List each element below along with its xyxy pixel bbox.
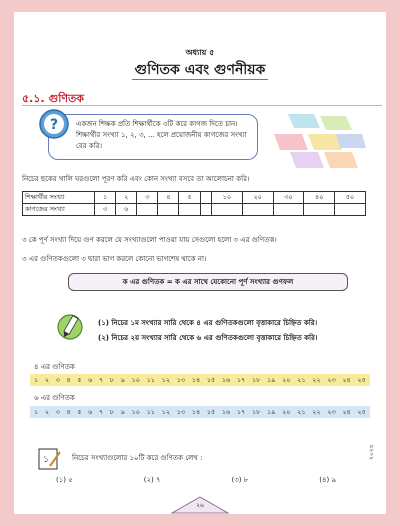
strip-number[interactable]: ১৫ <box>206 376 216 384</box>
strip-number[interactable]: ১৯ <box>267 408 276 416</box>
strip-number[interactable]: ১০ <box>131 408 140 416</box>
table-cell-break <box>200 204 211 216</box>
table-row-label: কাগজের সংখ্যা <box>23 204 95 216</box>
question-icon <box>38 108 70 140</box>
svg-text:১: ১ <box>43 455 49 465</box>
section-title: ৫.১. গুণিতক <box>22 92 84 105</box>
table-cell <box>158 204 179 216</box>
strip-number[interactable]: ১৪ <box>191 376 201 384</box>
strip-number[interactable]: ৬ <box>88 408 93 416</box>
strip-number[interactable]: ২০ <box>282 408 291 416</box>
exercise-item: (৩) ৮ <box>231 476 249 484</box>
table-cell <box>273 204 304 216</box>
strip-number[interactable]: ২৫ <box>357 408 366 416</box>
table-cell-break <box>200 192 211 204</box>
strip-number[interactable]: ১৩ <box>176 376 186 384</box>
strip-number[interactable]: ১৬ <box>221 376 231 384</box>
title-underline <box>132 79 268 80</box>
strip-number[interactable]: ১ <box>34 376 39 384</box>
strip-number[interactable]: ২৩ <box>327 376 336 384</box>
strip-number[interactable]: ১১ <box>146 376 156 384</box>
strip-number[interactable]: ৪ <box>66 376 71 384</box>
strip-label-6: ৬ এর গুণিতক <box>34 394 75 402</box>
strip-number[interactable]: ২১ <box>297 376 306 384</box>
strip-number[interactable]: ৫ <box>77 408 82 416</box>
callout-text: একজন শিক্ষক প্রতি শিক্ষার্থীকে ৩টি করে কাগজ দিতে চান। শিক্ষার্থীর সংখ্যা ১, ২, ৩, ... হলে প্রয়োজনীয় কাগজের সংখ্যা বের করি। <box>76 120 247 150</box>
table-row <box>23 192 366 204</box>
strip-number[interactable]: ২৫ <box>357 376 366 384</box>
table-cell: ৩০ <box>273 192 304 204</box>
exercise-instruction: নিচের সংখ্যাগুলোর ১০টি করে গুণিতক লেখ : <box>72 454 203 462</box>
strip-number[interactable]: ৭ <box>99 376 104 384</box>
strip-number[interactable]: ১৭ <box>236 376 246 384</box>
table-cell: ৪০ <box>304 192 335 204</box>
strip-number[interactable]: ৯ <box>120 376 125 384</box>
strip-number[interactable]: ১৭ <box>236 408 246 416</box>
strip-number[interactable]: ৫ <box>77 376 82 384</box>
strip-number[interactable]: ১২ <box>161 376 171 384</box>
strip-number[interactable]: ২৩ <box>327 408 336 416</box>
strip-number[interactable]: ১৯ <box>267 376 276 384</box>
task-1: (১) নিচের ১ম সংখ্যার সারি থেকে ৪ এর গুণিতকগুলো বৃত্তাকারে চিহ্নিত করি। <box>98 319 318 327</box>
table-row-label: শিক্ষার্থীর সংখ্যা <box>23 192 95 204</box>
strip-number[interactable]: ২ <box>44 408 50 416</box>
strip-number[interactable]: ২২ <box>312 408 321 416</box>
chapter-label: অধ্যায় ৫ <box>185 48 215 57</box>
svg-text:?: ? <box>49 117 59 133</box>
number-strip-2 <box>30 406 370 418</box>
table-cell: ১০ <box>212 192 243 204</box>
strip-number[interactable]: ২০ <box>282 376 291 384</box>
exercise-item: (২) ৭ <box>143 476 161 484</box>
strip-label-4: ৪ এর গুণিতক <box>34 363 75 371</box>
table-cell <box>179 204 200 216</box>
strip-number[interactable]: ১১ <box>146 408 156 416</box>
pencil-icon <box>56 312 88 342</box>
strip-number[interactable]: ২৪ <box>342 376 351 384</box>
strip-number[interactable]: ১ <box>34 408 39 416</box>
table-cell <box>304 204 335 216</box>
multiples-table <box>22 191 366 216</box>
table-cell <box>212 204 243 216</box>
strip-number[interactable]: ১০ <box>131 376 140 384</box>
table-cell: ২ <box>116 192 137 204</box>
table-cell: ৪ <box>158 192 179 204</box>
strip-number[interactable]: ৬ <box>88 376 93 384</box>
strip-number[interactable]: ৪ <box>66 408 71 416</box>
strip-number[interactable]: ১৫ <box>206 408 216 416</box>
exercise-item: (৪) ৯ <box>319 476 336 484</box>
statement-multiples: ৩ কে পূর্ণ সংখ্যা দিয়ে গুণ করলে যে সংখ্যাগুলো পাওয়া যায় সেগুলো হলো ৩ এর গুণিতক। <box>22 236 277 244</box>
exercise-item: (১) ৫ <box>56 476 73 484</box>
strip-number[interactable]: ১৪ <box>191 408 201 416</box>
table-cell: ১ <box>95 192 116 204</box>
table-cell: ৬ <box>116 204 137 216</box>
strip-number[interactable]: ৭ <box>99 408 104 416</box>
strip-number[interactable]: ৩ <box>55 408 60 416</box>
formula-box: ক এর গুণিতক = ক এর সাথে যেকোনো পূর্ণ সংখ্যার গুণফল <box>68 273 348 291</box>
strip-number[interactable]: ৮ <box>109 376 115 384</box>
section-divider <box>22 105 382 106</box>
table-cell: ৫০ <box>335 192 366 204</box>
paper-stack-illustration <box>268 112 368 170</box>
table-instruction: নিচের ছকের খালি ঘরগুলো পূরণ করি এবং কোন সংখ্যা বসবে তা আলোচনা করি। <box>22 175 250 183</box>
table-cell <box>137 204 158 216</box>
page-number: ২৬ <box>196 502 204 509</box>
strip-number[interactable]: ২২ <box>312 376 321 384</box>
exercise-items <box>56 474 336 486</box>
exercise-book-icon <box>36 446 62 472</box>
task-2: (২) নিচের ২য় সংখ্যার সারি থেকে ৬ এর গুণিতকগুলো বৃত্তাকারে চিহ্নিত করি। <box>98 334 318 342</box>
table-row <box>23 204 366 216</box>
table-cell <box>242 204 273 216</box>
strip-number[interactable]: ১২ <box>161 408 171 416</box>
strip-number[interactable]: ১৩ <box>176 408 186 416</box>
strip-number[interactable]: ১৮ <box>251 376 261 384</box>
strip-number[interactable]: ৩ <box>55 376 60 384</box>
table-cell: ২০ <box>242 192 273 204</box>
number-strip-1 <box>30 374 370 386</box>
textbook-page <box>14 12 386 514</box>
strip-number[interactable]: ২১ <box>297 408 306 416</box>
table-cell <box>335 204 366 216</box>
table-cell: ৩ <box>95 204 116 216</box>
table-cell: ৩ <box>137 192 158 204</box>
strip-number[interactable]: ১৮ <box>251 408 261 416</box>
strip-number[interactable]: ৯ <box>120 408 125 416</box>
strip-number[interactable]: ২৪ <box>342 408 351 416</box>
page-title: গুণিতক এবং গুণনীয়ক <box>134 62 266 78</box>
edition-year: ২০২৪ <box>368 444 375 460</box>
statement-remainder: ৩ এর গুণিতকগুলো ৩ দ্বারা ভাগ করলে কোনো ভাগশেষ থাকে না। <box>22 255 207 263</box>
table-cell: ৫ <box>179 192 200 204</box>
strip-number[interactable]: ২ <box>44 376 50 384</box>
strip-number[interactable]: ১৬ <box>221 408 231 416</box>
strip-number[interactable]: ৮ <box>109 408 115 416</box>
